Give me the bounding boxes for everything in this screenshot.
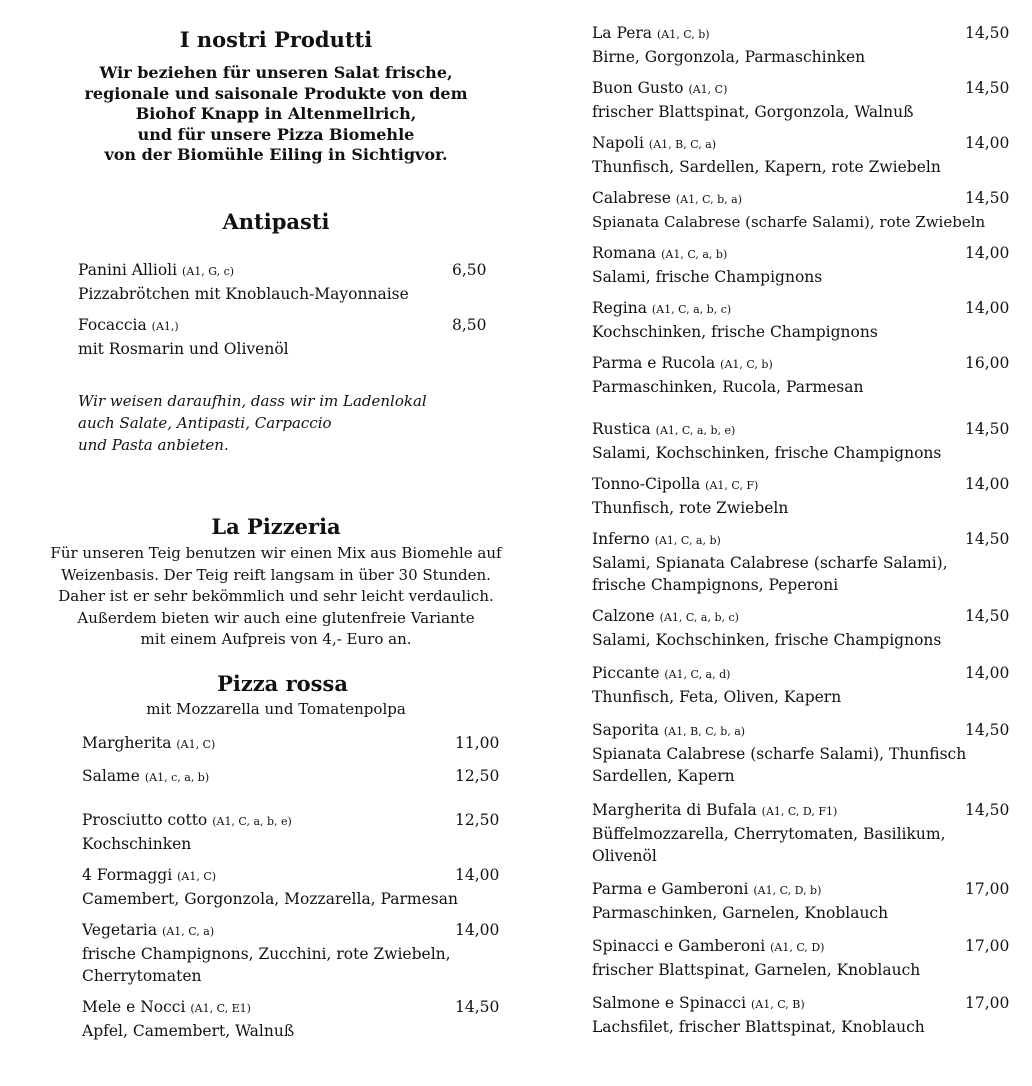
item-name: La Pera	[592, 24, 653, 42]
item-name: Rustica	[592, 420, 651, 438]
item-price: 14,00	[965, 244, 1010, 262]
item-allergens: (A1, C, b)	[656, 28, 710, 41]
item-allergens: (A1, C, D, b)	[753, 884, 822, 897]
pizzeria-line: Für unseren Teig benutzen wir einen Mix aus Biomehle auf	[50, 544, 502, 562]
item-name: Prosciutto cotto	[82, 811, 208, 829]
item-name: Parma e Rucola	[592, 354, 716, 372]
item-name: Calabrese	[592, 189, 671, 207]
item-name: Spinacci e Gamberoni	[592, 937, 766, 955]
menu-item	[592, 187, 1010, 233]
item-price: 14,00	[965, 134, 1010, 152]
item-allergens: (A1,)	[151, 320, 179, 333]
menu-item	[592, 528, 1010, 596]
item-price: 14,00	[455, 921, 500, 939]
intro-text	[0, 63, 552, 166]
item-name: Salame	[82, 767, 140, 785]
item-price: 16,00	[965, 354, 1010, 372]
menu-item	[592, 77, 1010, 123]
menu-item	[82, 765, 500, 789]
note-line: und Pasta anbieten.	[78, 436, 229, 454]
item-allergens: (A1, C, F)	[705, 479, 759, 492]
item-allergens: (A1, C, a, b, e)	[655, 424, 736, 437]
item-allergens: (A1, c, a, b)	[144, 771, 210, 784]
item-price: 8,50	[452, 316, 487, 334]
menu-item	[82, 732, 500, 756]
menu-item	[592, 992, 1010, 1038]
item-description: Sardellen, Kapern	[592, 767, 735, 785]
item-price: 14,50	[965, 801, 1010, 819]
item-description: mit Rosmarin und Olivenöl	[78, 340, 289, 358]
item-price: 12,50	[455, 767, 500, 785]
item-description: Lachsfilet, frischer Blattspinat, Knoblauch	[592, 1018, 925, 1036]
item-name: Saporita	[592, 721, 659, 739]
menu-item	[592, 418, 1010, 464]
item-price: 17,00	[965, 937, 1010, 955]
menu-item	[592, 605, 1010, 651]
pizzeria-line: mit einem Aufpreis von 4,- Euro an.	[140, 630, 412, 649]
item-price: 17,00	[965, 994, 1010, 1012]
item-price: 14,50	[965, 24, 1010, 42]
item-price: 17,00	[965, 880, 1010, 898]
intro-line: und für unsere Pizza Biomehle	[137, 124, 415, 144]
item-allergens: (A1, C, a, b, c)	[659, 611, 739, 624]
item-allergens: (A1, C, D)	[770, 941, 825, 954]
item-price: 14,50	[965, 420, 1010, 438]
item-price: 14,50	[965, 530, 1010, 548]
item-name: Margherita	[82, 734, 172, 752]
item-description: Salami, frische Champignons	[592, 268, 823, 286]
item-allergens: (A1, C, b)	[720, 358, 773, 371]
item-description: Salami, Kochschinken, frische Champignons	[592, 444, 942, 462]
item-name: Napoli	[592, 134, 644, 152]
item-price: 12,50	[455, 811, 500, 829]
note-line: auch Salate, Antipasti, Carpaccio	[78, 414, 332, 432]
menu-item	[592, 719, 1010, 787]
pizzeria-line: Daher ist er sehr bekömmlich und sehr leicht verdaulich.	[58, 587, 494, 606]
menu-item	[592, 132, 1010, 178]
item-price: 14,00	[965, 664, 1010, 682]
item-name: Mele e Nocci	[82, 998, 186, 1016]
item-allergens: (A1, C, a)	[162, 925, 215, 938]
item-name: Piccante	[592, 664, 660, 682]
item-allergens: (A1, C)	[176, 738, 216, 751]
item-description: Thunfisch, Sardellen, Kapern, rote Zwiebeln	[592, 158, 941, 176]
item-description: Spianata Calabrese (scharfe Salami), Thunfisch	[592, 745, 967, 763]
item-allergens: (A1, C, D, F1)	[761, 805, 838, 818]
item-description: Salami, Kochschinken, frische Champignons	[592, 631, 942, 649]
item-description: Camembert, Gorgonzola, Mozzarella, Parmesan	[82, 890, 458, 908]
menu-item	[78, 314, 488, 360]
item-allergens: (A1, C)	[688, 83, 728, 96]
antipasti-note	[78, 390, 427, 456]
item-allergens: (A1, C, a, d)	[664, 668, 731, 681]
item-allergens: (A1, G, c)	[182, 265, 235, 278]
item-description: Olivenöl	[592, 847, 657, 865]
item-allergens: (A1, C, a, b, c)	[651, 303, 732, 316]
menu-item	[592, 22, 1010, 68]
item-description: Thunfisch, rote Zwiebeln	[592, 499, 789, 517]
item-allergens: (A1, C)	[177, 870, 217, 883]
menu-item	[592, 878, 1010, 924]
intro-line: Biohof Knapp in Altenmellrich,	[135, 104, 417, 123]
item-name: Salmone e Spinacci	[592, 994, 747, 1012]
item-description: Spianata Calabrese (scharfe Salami), rote Zwiebeln	[592, 213, 986, 231]
pizza-rossa-title: Pizza rossa	[217, 671, 348, 696]
antipasti-title: Antipasti	[222, 209, 330, 234]
item-price: 14,50	[965, 607, 1010, 625]
item-allergens: (A1, C, a, b, e)	[212, 815, 292, 828]
menu-item	[82, 919, 500, 987]
item-allergens: (A1, C, a, b)	[654, 534, 721, 547]
item-allergens: (A1, C, B)	[751, 998, 805, 1011]
item-price: 14,00	[455, 866, 500, 884]
item-price: 14,50	[965, 189, 1010, 207]
item-description: Parmaschinken, Garnelen, Knoblauch	[592, 904, 889, 922]
menu-item	[592, 242, 1010, 288]
item-description: Kochschinken, frische Champignons	[592, 323, 878, 341]
item-name: Parma e Gamberoni	[592, 880, 749, 898]
item-allergens: (A1, B, C, b, a)	[663, 725, 746, 738]
menu-item	[82, 864, 500, 910]
item-name: Vegetaria	[82, 921, 158, 939]
menu-item	[592, 352, 1010, 398]
item-name: Margherita di Bufala	[592, 801, 757, 819]
item-description: Pizzabrötchen mit Knoblauch-Mayonnaise	[78, 285, 409, 303]
item-price: 14,00	[965, 299, 1010, 317]
intro-line: regionale und saisonale Produkte von dem	[84, 83, 468, 103]
item-allergens: (A1, C, a, b)	[661, 248, 728, 261]
item-description: Salami, Spianata Calabrese (scharfe Salami),	[592, 554, 948, 572]
item-price: 6,50	[452, 261, 487, 279]
menu-item	[82, 809, 500, 855]
item-allergens: (A1, C, b, a)	[675, 193, 743, 206]
item-price: 14,50	[455, 998, 500, 1016]
pizzeria-text	[0, 543, 552, 651]
pizza-rossa-subtitle: mit Mozzarella und Tomatenpolpa	[146, 700, 406, 718]
item-name: Tonno-Cipolla	[592, 475, 701, 493]
note-line: Wir weisen daraufhin, dass wir im Ladenlokal	[78, 392, 427, 410]
item-description: Parmaschinken, Rucola, Parmesan	[592, 378, 864, 396]
menu-item	[592, 662, 1010, 708]
intro-line: von der Biomühle Eiling in Sichtigvor.	[104, 145, 448, 164]
item-name: Inferno	[592, 530, 650, 548]
menu-item	[592, 935, 1010, 981]
item-name: Focaccia	[78, 316, 147, 334]
item-description: frischer Blattspinat, Garnelen, Knoblauch	[592, 961, 921, 979]
item-description: frischer Blattspinat, Gorgonzola, Walnuß	[592, 103, 914, 121]
pizzeria-title: La Pizzeria	[211, 514, 341, 539]
item-description: Apfel, Camembert, Walnuß	[82, 1022, 295, 1040]
item-description: frische Champignons, Zucchini, rote Zwiebeln,	[82, 945, 451, 963]
pizzeria-line: Weizenbasis. Der Teig reift langsam in über 30 Stunden.	[61, 565, 491, 584]
intro-title: I nostri Produtti	[179, 27, 373, 52]
item-description: Birne, Gorgonzola, Parmaschinken	[592, 48, 866, 66]
menu-item	[592, 473, 1010, 519]
item-description: Büffelmozzarella, Cherrytomaten, Basilikum,	[592, 825, 946, 843]
item-name: 4 Formaggi	[82, 866, 173, 884]
item-price: 11,00	[455, 734, 500, 752]
item-description: frische Champignons, Peperoni	[592, 576, 839, 594]
item-name: Panini Allioli	[78, 261, 178, 279]
pizzeria-line: Außerdem bieten wir auch eine glutenfreie Variante	[77, 608, 475, 627]
item-price: 14,50	[965, 79, 1010, 97]
item-name: Regina	[592, 299, 647, 317]
menu-item	[592, 799, 1010, 867]
item-allergens: (A1, B, C, a)	[648, 138, 717, 151]
item-description: Cherrytomaten	[82, 967, 202, 985]
item-price: 14,00	[965, 475, 1010, 493]
item-allergens: (A1, C, E1)	[190, 1002, 251, 1015]
item-description: Kochschinken	[82, 835, 192, 853]
item-description: Thunfisch, Feta, Oliven, Kapern	[592, 688, 842, 706]
menu-item	[592, 297, 1010, 343]
menu-item	[82, 996, 500, 1042]
intro-line: Wir beziehen für unseren Salat frische,	[99, 63, 453, 82]
menu-item	[78, 259, 488, 305]
item-name: Calzone	[592, 607, 655, 625]
item-price: 14,50	[965, 721, 1010, 739]
item-name: Buon Gusto	[592, 79, 684, 97]
item-name: Romana	[592, 244, 657, 262]
